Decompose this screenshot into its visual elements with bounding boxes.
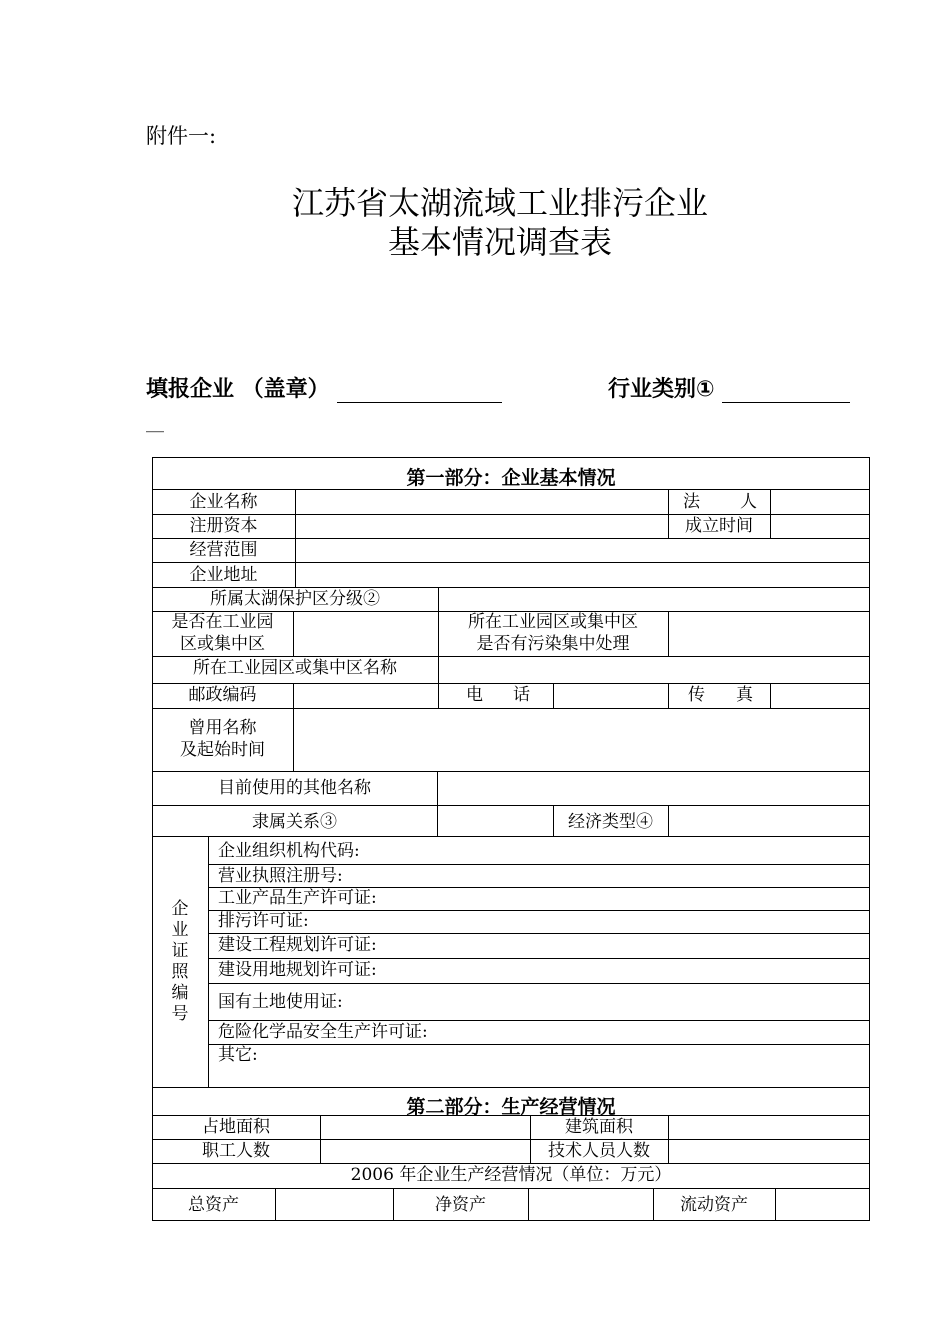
fill-continuation: __ — [146, 412, 164, 433]
label-central-1: 所在工业园区或集中区 — [468, 612, 638, 632]
label-econ-type: 经济类型④ — [568, 812, 653, 832]
label-in-park-1: 是否在工业园 — [171, 612, 274, 632]
cert-hazardous-chem: 危险化学品安全生产许可证: — [218, 1022, 428, 1042]
fill-company-row — [146, 372, 502, 403]
cert-land-use: 国有土地使用证: — [218, 992, 343, 1012]
label-phone-a: 电 — [466, 685, 483, 705]
label-protection-zone: 所属太湖保护区分级② — [210, 589, 380, 609]
cert-construction-planning: 建设工程规划许可证: — [218, 935, 377, 955]
label-phone-b: 话 — [513, 685, 530, 705]
fill-industry-label: 行业类别① — [608, 377, 715, 402]
fill-company-label: 填报企业 （盖章） — [146, 377, 330, 402]
label-total-assets: 总资产 — [188, 1195, 239, 1215]
label-current-assets: 流动资产 — [680, 1195, 748, 1215]
label-legal-person-b: 人 — [740, 492, 757, 512]
label-business-scope: 经营范围 — [189, 540, 258, 560]
attachment-label: 附件一: — [146, 124, 217, 148]
label-former-1: 曾用名称 — [188, 718, 257, 738]
label-building-area: 建筑面积 — [565, 1117, 633, 1137]
label-founded: 成立时间 — [685, 516, 753, 536]
label-staff: 职工人数 — [202, 1141, 270, 1161]
label-company-name: 企业名称 — [189, 492, 258, 512]
cert-land-planning: 建设用地规划许可证: — [218, 960, 377, 980]
industry-blank[interactable] — [722, 378, 850, 403]
label-cert-side: 企 业 证 照 编 号 — [171, 899, 189, 1024]
label-year-line: 2006 年企业生产经营情况（单位：万元） — [350, 1165, 672, 1185]
label-fax-a: 传 — [688, 685, 705, 705]
label-in-park-2: 区或集中区 — [180, 634, 265, 654]
label-net-assets: 净资产 — [435, 1195, 486, 1215]
part1-heading: 第一部分：企业基本情况 — [406, 467, 616, 489]
label-other-names: 目前使用的其他名称 — [218, 778, 371, 798]
title-line-2: 基本情况调查表 — [387, 223, 612, 261]
cert-discharge-permit: 排污许可证: — [218, 911, 309, 931]
label-registered-capital: 注册资本 — [189, 516, 258, 536]
label-affiliation: 隶属关系③ — [252, 812, 337, 832]
label-fax-b: 真 — [736, 685, 753, 705]
label-land-area: 占地面积 — [202, 1117, 270, 1137]
title-line-1: 江苏省太湖流域工业排污企业 — [291, 184, 708, 222]
label-former-2: 及起始时间 — [180, 740, 265, 760]
label-park-name: 所在工业园区或集中区名称 — [193, 658, 397, 678]
label-legal-person-a: 法 — [683, 492, 700, 512]
cert-other: 其它: — [218, 1045, 258, 1065]
cert-production-permit: 工业产品生产许可证: — [218, 888, 377, 908]
label-central-2: 是否有污染集中处理 — [476, 634, 630, 654]
company-blank[interactable] — [337, 378, 502, 403]
label-tech-staff: 技术人员人数 — [548, 1141, 650, 1161]
label-address: 企业地址 — [189, 565, 258, 585]
part2-heading: 第二部分：生产经营情况 — [406, 1096, 616, 1118]
cert-org-code: 企业组织机构代码: — [218, 841, 360, 861]
fill-industry-row — [608, 372, 850, 403]
cert-business-license: 营业执照注册号: — [218, 866, 343, 886]
label-postcode: 邮政编码 — [188, 685, 257, 705]
